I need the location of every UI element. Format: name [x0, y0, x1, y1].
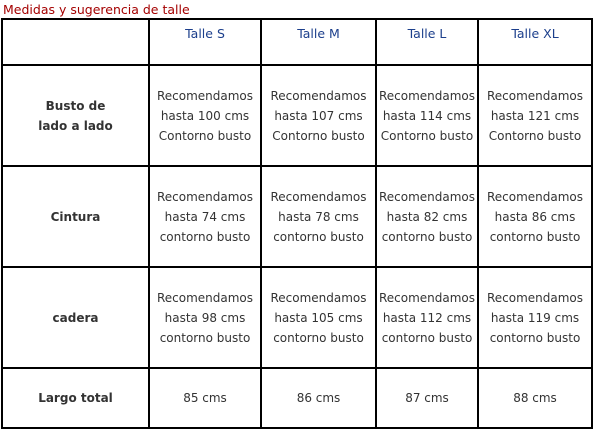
- header-empty-cell: [2, 19, 149, 65]
- cell-cadera-xl: Recomendamos hasta 119 cms contorno busto: [478, 267, 592, 368]
- size-table: [1, 18, 593, 429]
- row-label-busto: Busto de lado a lado: [2, 65, 149, 166]
- cell-busto-l: Recomendamos hasta 114 cms Contorno busto: [376, 65, 478, 166]
- cell-cintura-m: Recomendamos hasta 78 cms contorno busto: [261, 166, 376, 267]
- row-label-largo-total: Largo total: [2, 368, 149, 428]
- cell-largo-xl: 88 cms: [478, 368, 592, 428]
- cell-cintura-l: Recomendamos hasta 82 cms contorno busto: [376, 166, 478, 267]
- cell-cadera-m: Recomendamos hasta 105 cms contorno busto: [261, 267, 376, 368]
- header-size-s: Talle S: [149, 19, 261, 65]
- table-row-busto: [2, 65, 592, 166]
- row-label-cintura: Cintura: [2, 166, 149, 267]
- cell-busto-s: Recomendamos hasta 100 cms Contorno busto: [149, 65, 261, 166]
- cell-largo-m: 86 cms: [261, 368, 376, 428]
- header-size-m: Talle M: [261, 19, 376, 65]
- table-header-row: [2, 19, 592, 65]
- cell-largo-l: 87 cms: [376, 368, 478, 428]
- cell-cintura-xl: Recomendamos hasta 86 cms contorno busto: [478, 166, 592, 267]
- row-label-cadera: cadera: [2, 267, 149, 368]
- header-size-xl: Talle XL: [478, 19, 592, 65]
- page-title: Medidas y sugerencia de talle: [3, 2, 190, 17]
- table-row-cintura: [2, 166, 592, 267]
- cell-busto-m: Recomendamos hasta 107 cms Contorno busto: [261, 65, 376, 166]
- table-row-cadera: [2, 267, 592, 368]
- cell-largo-s: 85 cms: [149, 368, 261, 428]
- cell-busto-xl: Recomendamos hasta 121 cms Contorno busto: [478, 65, 592, 166]
- cell-cintura-s: Recomendamos hasta 74 cms contorno busto: [149, 166, 261, 267]
- table-row-largo-total: [2, 368, 592, 428]
- cell-cadera-s: Recomendamos hasta 98 cms contorno busto: [149, 267, 261, 368]
- cell-cadera-l: Recomendamos hasta 112 cms contorno busto: [376, 267, 478, 368]
- header-size-l: Talle L: [376, 19, 478, 65]
